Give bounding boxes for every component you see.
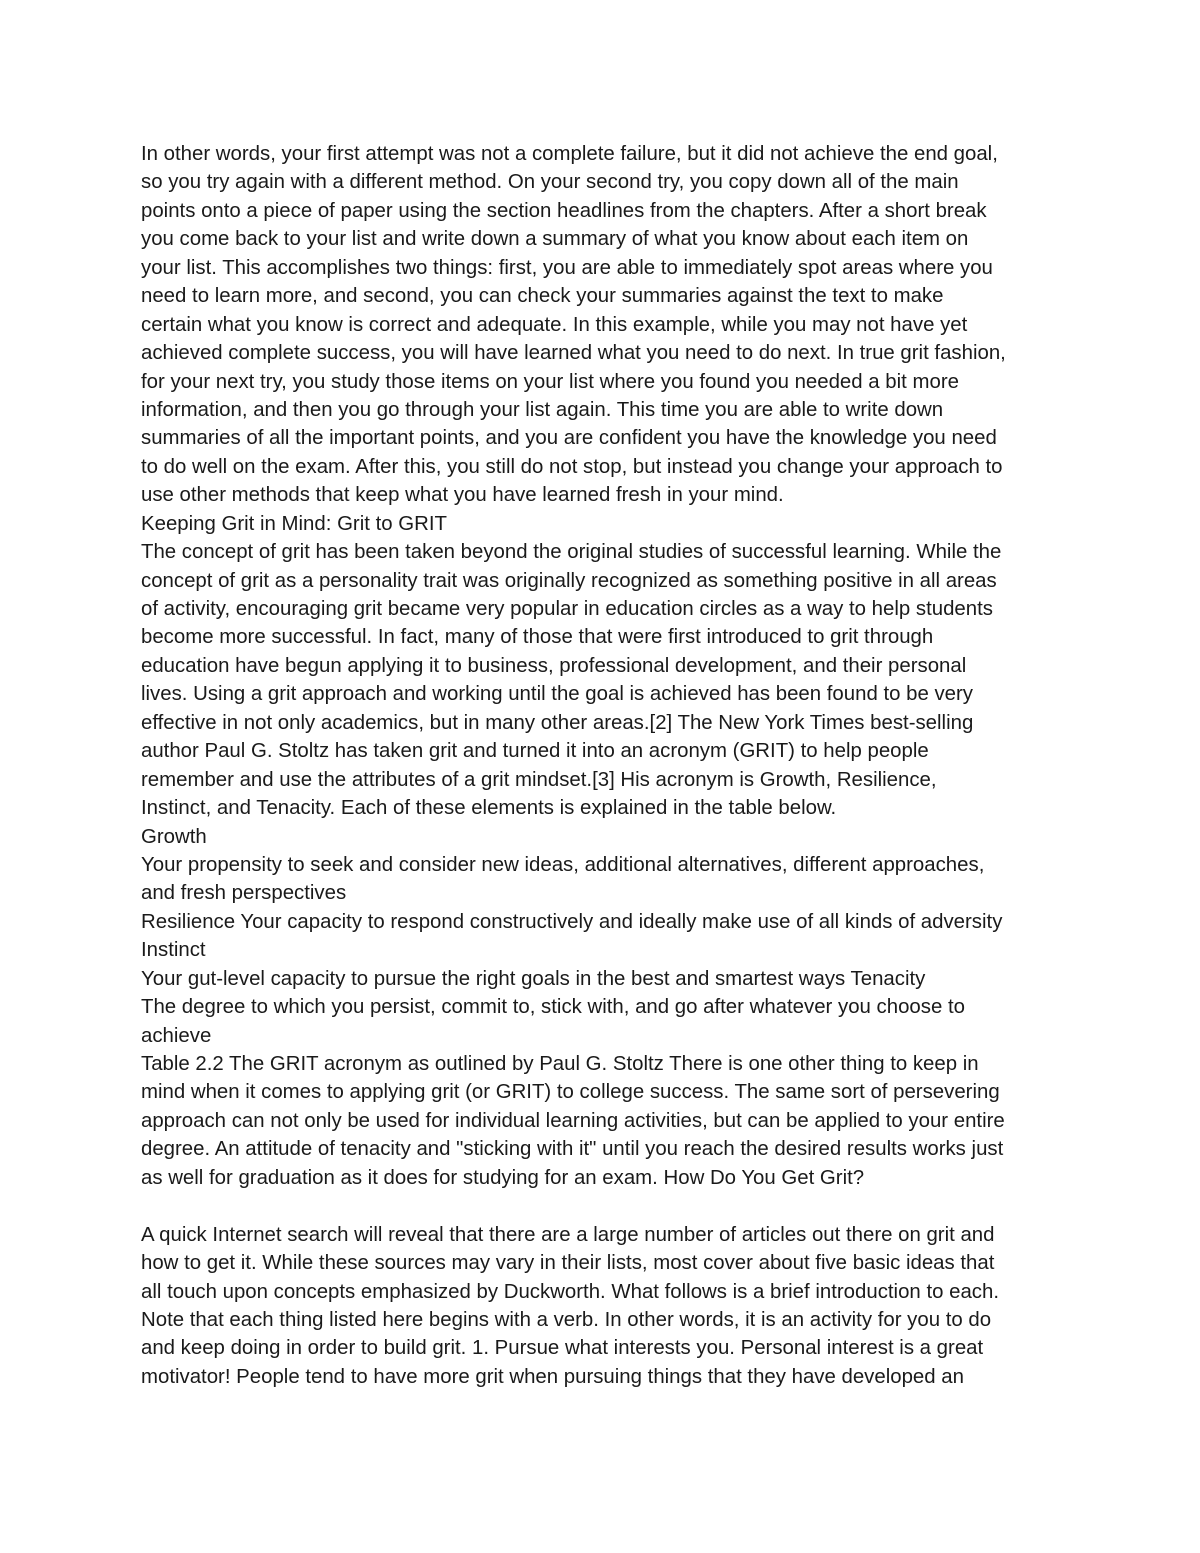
text-line: motivator! People tend to have more grit when pursuing things that they have developed an bbox=[141, 1365, 964, 1388]
text-line: information, and then you go through your list again. This time you are able to write down bbox=[141, 398, 944, 421]
table-term-instinct: Instinct bbox=[141, 939, 206, 962]
text-line: The concept of grit has been taken beyond the original studies of successful learning. While the bbox=[141, 541, 1002, 564]
table-term-growth: Growth bbox=[141, 825, 207, 848]
text-line: how to get it. While these sources may vary in their lists, most cover about five basic ideas that bbox=[141, 1252, 995, 1275]
text-line: degree. An attitude of tenacity and "sticking with it" until you reach the desired results works just bbox=[141, 1138, 1004, 1161]
blank-line bbox=[141, 1192, 1071, 1220]
text-line: certain what you know is correct and adequate. In this example, while you may not have yet bbox=[141, 313, 968, 336]
text-line: achieved complete success, you will have learned what you need to do next. In true grit fashion, bbox=[141, 342, 1006, 365]
text-line: Your propensity to seek and consider new ideas, additional alternatives, different approaches, bbox=[141, 853, 985, 876]
text-line: as well for graduation as it does for studying for an exam. How Do You Get Grit? bbox=[141, 1166, 865, 1189]
text-line: so you try again with a different method. On your second try, you copy down all of the main bbox=[141, 171, 959, 194]
text-line: to do well on the exam. After this, you still do not stop, but instead you change your approach to bbox=[141, 455, 1003, 478]
text-line: Instinct, and Tenacity. Each of these elements is explained in the table below. bbox=[141, 797, 837, 820]
text-line: remember and use the attributes of a grit mindset.[3] His acronym is Growth, Resilience, bbox=[141, 768, 937, 791]
text-line: and fresh perspectives bbox=[141, 882, 347, 905]
text-line: A quick Internet search will reveal that there are a large number of articles out there on grit and bbox=[141, 1223, 995, 1246]
table-caption: Table 2.2 The GRIT acronym as outlined by Paul G. Stoltz There is one other thing to keep in bbox=[141, 1053, 979, 1075]
text-line: become more successful. In fact, many of those that were first introduced to grit through bbox=[141, 626, 934, 649]
text-line: achieve bbox=[141, 1024, 212, 1047]
text-line: In other words, your first attempt was not a complete failure, but it did not achieve the end goal, bbox=[141, 143, 998, 165]
text-line: mind when it comes to applying grit (or GRIT) to college success. The same sort of persevering bbox=[141, 1081, 1000, 1104]
text-line: you come back to your list and write down a summary of what you know about each item on bbox=[141, 228, 969, 251]
text-line: author Paul G. Stoltz has taken grit and turned it into an acronym (GRIT) to help people bbox=[141, 740, 929, 763]
text-line: and keep doing in order to build grit. 1. Pursue what interests you. Personal interest is a great bbox=[141, 1337, 984, 1360]
text-line: Your gut-level capacity to pursue the right goals in the best and smartest ways Tenacity bbox=[141, 967, 926, 990]
text-line: lives. Using a grit approach and working until the goal is achieved has been found to be very bbox=[141, 683, 973, 706]
text-line: all touch upon concepts emphasized by Duckworth. What follows is a brief introduction to each. bbox=[141, 1280, 999, 1303]
section-heading: Keeping Grit in Mind: Grit to GRIT bbox=[141, 512, 447, 535]
text-line: need to learn more, and second, you can check your summaries against the text to make bbox=[141, 285, 944, 308]
text-line: summaries of all the important points, and you are confident you have the knowledge you need bbox=[141, 427, 997, 450]
text-line: your list. This accomplishes two things: first, you are able to immediately spot areas where you bbox=[141, 256, 993, 279]
text-line: effective in not only academics, but in many other areas.[2] The New York Times best-selling bbox=[141, 711, 974, 734]
text-line: Note that each thing listed here begins with a verb. In other words, it is an activity for you to do bbox=[141, 1308, 992, 1331]
text-line: The degree to which you persist, commit to, stick with, and go after whatever you choose to bbox=[141, 996, 965, 1019]
text-line: points onto a piece of paper using the section headlines from the chapters. After a short break bbox=[141, 199, 987, 222]
table-term-resilience: Resilience Your capacity to respond constructively and ideally make use of all kinds of adversity bbox=[141, 910, 1003, 933]
text-line: approach can not only be used for individual learning activities, but can be applied to your entire bbox=[141, 1109, 1005, 1132]
text-line: use other methods that keep what you have learned fresh in your mind. bbox=[141, 484, 784, 507]
text-line: education have begun applying it to business, professional development, and their personal bbox=[141, 654, 967, 677]
text-line: concept of grit as a personality trait was originally recognized as something positive in all areas bbox=[141, 569, 997, 592]
text-line: of activity, encouraging grit became very popular in education circles as a way to help students bbox=[141, 598, 993, 620]
text-line: for your next try, you study those items on your list where you found you needed a bit more bbox=[141, 370, 959, 393]
body-text bbox=[141, 140, 1071, 1391]
